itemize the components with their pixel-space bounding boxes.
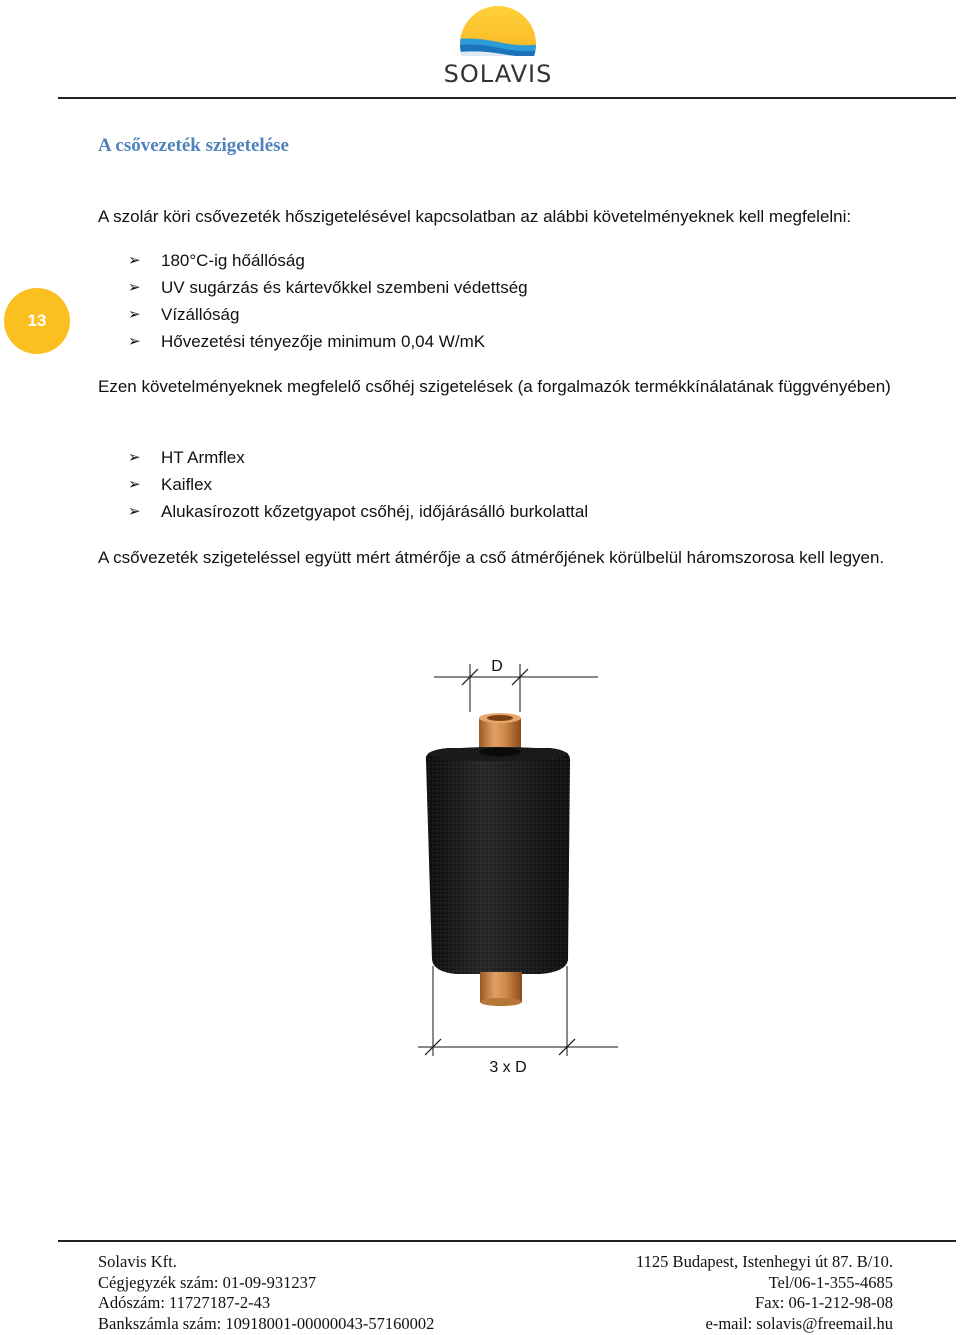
footer-email: e-mail: solavis@freemail.hu [705,1314,893,1334]
top-dimension-label: D [491,658,503,675]
logo-text: SOLAVIS [443,60,553,88]
insulation-sleeve [426,747,570,974]
footer-company-name: Solavis Kft. [98,1252,177,1271]
requirements-list [128,247,528,355]
bottom-dimension-label: 3 x D [489,1059,527,1076]
arrow-bullet-icon: ➢ [128,306,141,323]
arrow-bullet-icon: ➢ [128,279,141,296]
footer-bank-account: Bankszámla szám: 10918001-00000043-57160002 [98,1314,435,1334]
footer-tax-number: Adószám: 11727187-2-43 [98,1293,271,1313]
section-title: A csővezeték szigetelése [98,135,289,156]
arrow-bullet-icon: ➢ [128,333,141,350]
list-item: ➢ UV sugárzás és kártevőkkel szembeni védettség [128,274,528,301]
footer-contact-info [636,1252,893,1335]
copper-pipe-bottom [480,972,522,1006]
footer-phone: Tel/06-1-355-4685 [768,1272,893,1292]
arrow-bullet-icon: ➢ [128,252,141,269]
insulated-pipe-figure [400,650,640,1090]
list-item: ➢ Alukasírozott kőzetgyapot csőhéj, időjárásálló burkolattal [128,498,588,525]
list-item: ➢ 180°C-ig hőállóság [128,247,528,274]
list-item: ➢ Kaiflex [128,471,588,498]
top-dimension-line [434,664,598,712]
products-intro-paragraph: Ezen követelményeknek megfelelő csőhéj szigetelések (a forgalmazók termékkínálatának függvényében) [98,377,891,396]
list-item: ➢ Hővezetési tényezője minimum 0,04 W/mK [128,328,528,355]
arrow-bullet-icon: ➢ [128,503,141,520]
arrow-bullet-icon: ➢ [128,476,141,493]
list-item: ➢ HT Armflex [128,444,588,471]
products-list [128,444,588,525]
list-item: ➢ Vízállóság [128,301,528,328]
intro-paragraph: A szolár köri csővezeték hőszigetelésével kapcsolatban az alábbi követelményeknek kell megfelelni: [98,207,852,226]
page-number-badge [4,288,70,354]
arrow-bullet-icon: ➢ [128,449,141,466]
header-rule [58,97,956,99]
footer-rule [58,1240,956,1242]
footer-address: 1125 Budapest, Istenhegyi út 87. B/10. [636,1252,893,1271]
footer-registry-number: Cégjegyzék szám: 01-09-931237 [98,1272,317,1292]
note-paragraph: A csővezeték szigeteléssel együtt mért átmérője a cső átmérőjének körülbelül háromszorosa kell legyen. [98,548,885,567]
page-number: 13 [27,311,47,330]
footer-company-info [98,1252,434,1335]
footer-fax: Fax: 06-1-212-98-08 [755,1293,893,1313]
solavis-logo [432,4,564,88]
